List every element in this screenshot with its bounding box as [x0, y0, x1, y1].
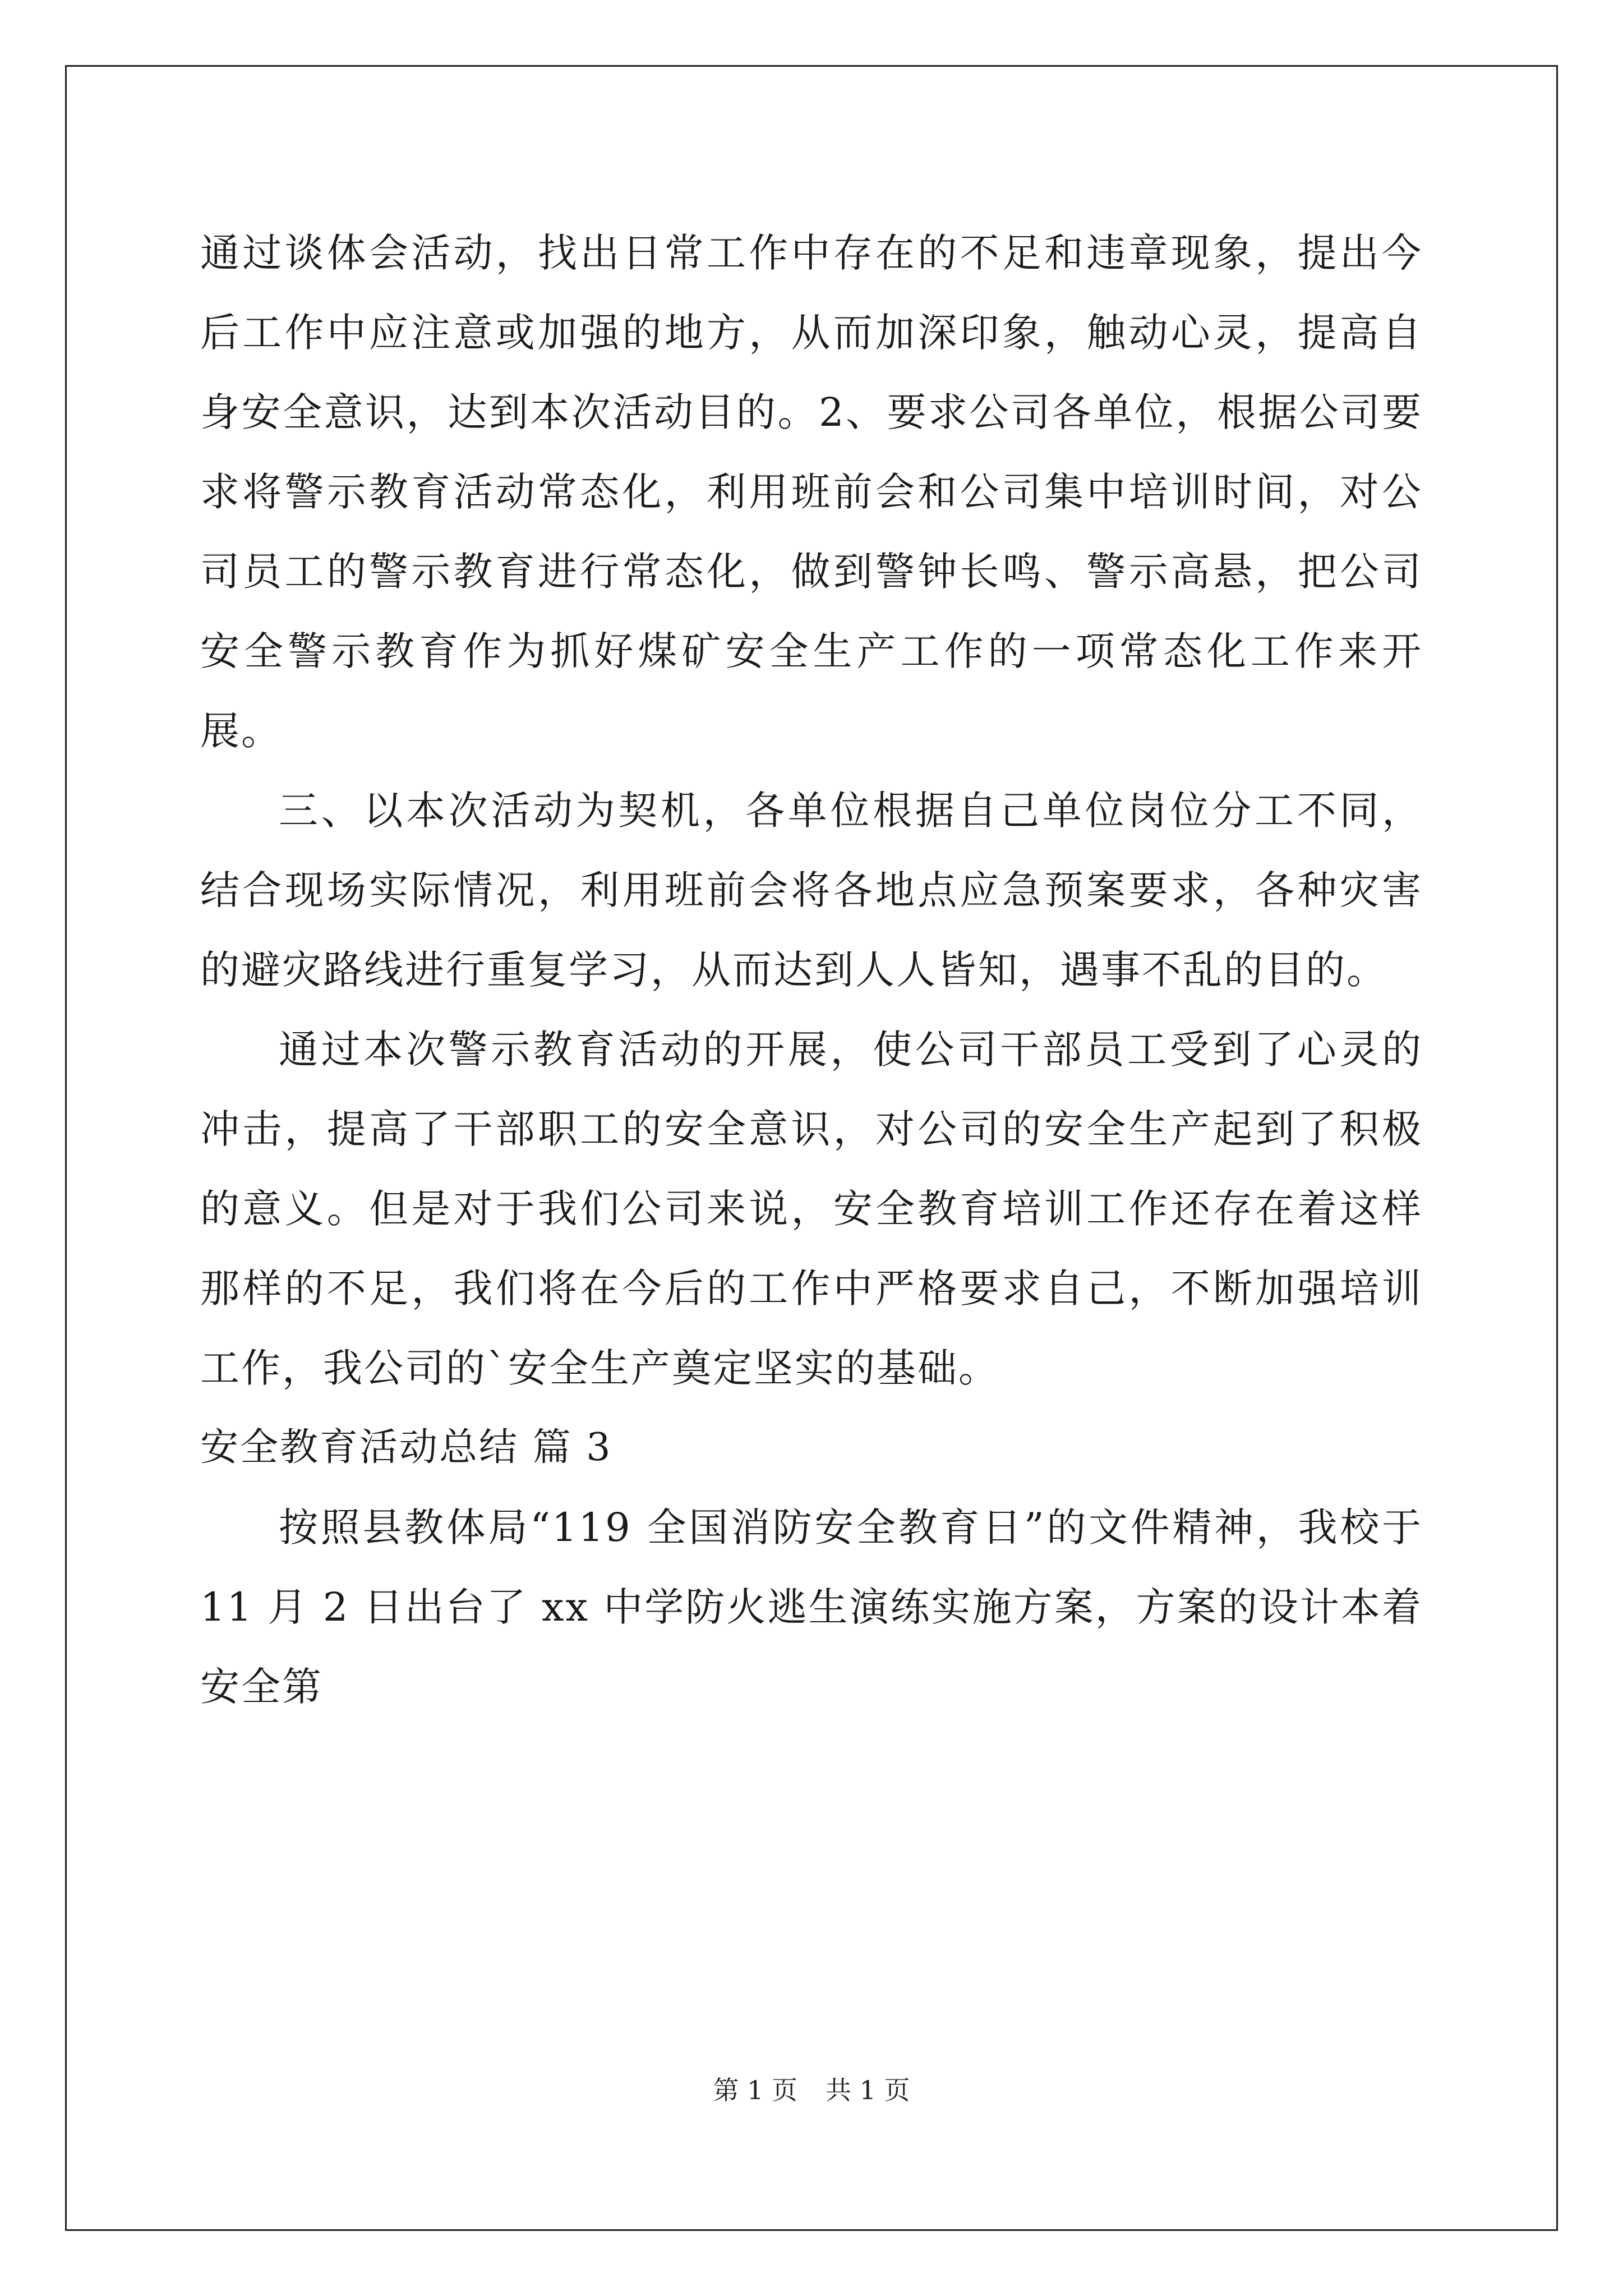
paragraph-3: 通过本次警示教育活动的开展，使公司干部员工受到了心灵的冲击，提高了干部职工的安全意识，对公司的安全生产起到了积极的意义。但是对于我们公司来说，安全教育培训工作还存在着这样那样的不足，我们将在今后的工作中严格要求自己，不断加强培训工作，我公司的`安全生产奠定坚实的基础。: [200, 1027, 1423, 1391]
page-total: 共 1 页: [826, 2075, 910, 2105]
paragraph-4: 按照县教体局“119 全国消防安全教育日”的文件精神，我校于 11 月 2 日出台了 xx 中学防火逃生演练实施方案，方案的设计本着安全第: [200, 1504, 1423, 1710]
section-heading: 安全教育活动总结 篇 3: [200, 1425, 612, 1470]
page-footer: [0, 2070, 1623, 2107]
document-body: [200, 213, 1423, 1727]
paragraph-1: 通过谈体会活动，找出日常工作中存在的不足和违章现象，提出今后工作中应注意或加强的地方，从而加深印象，触动心灵，提高自身安全意识，达到本次活动目的。2、要求公司各单位，根据公司要求将警示教育活动常态化，利用班前会和公司集中培训时间，对公司员工的警示教育进行常态化，做到警钟长鸣、警示高悬，把公司安全警示教育作为抓好煤矿安全生产工作的一项常态化工作来开展。: [200, 230, 1423, 754]
paragraph-2: 三、以本次活动为契机，各单位根据自己单位岗位分工不同，结合现场实际情况，利用班前会将各地点应急预案要求，各种灾害的避灾路线进行重复学习，从而达到人人皆知，遇事不乱的目的。: [200, 788, 1423, 993]
page-number: 第 1 页: [713, 2075, 797, 2105]
